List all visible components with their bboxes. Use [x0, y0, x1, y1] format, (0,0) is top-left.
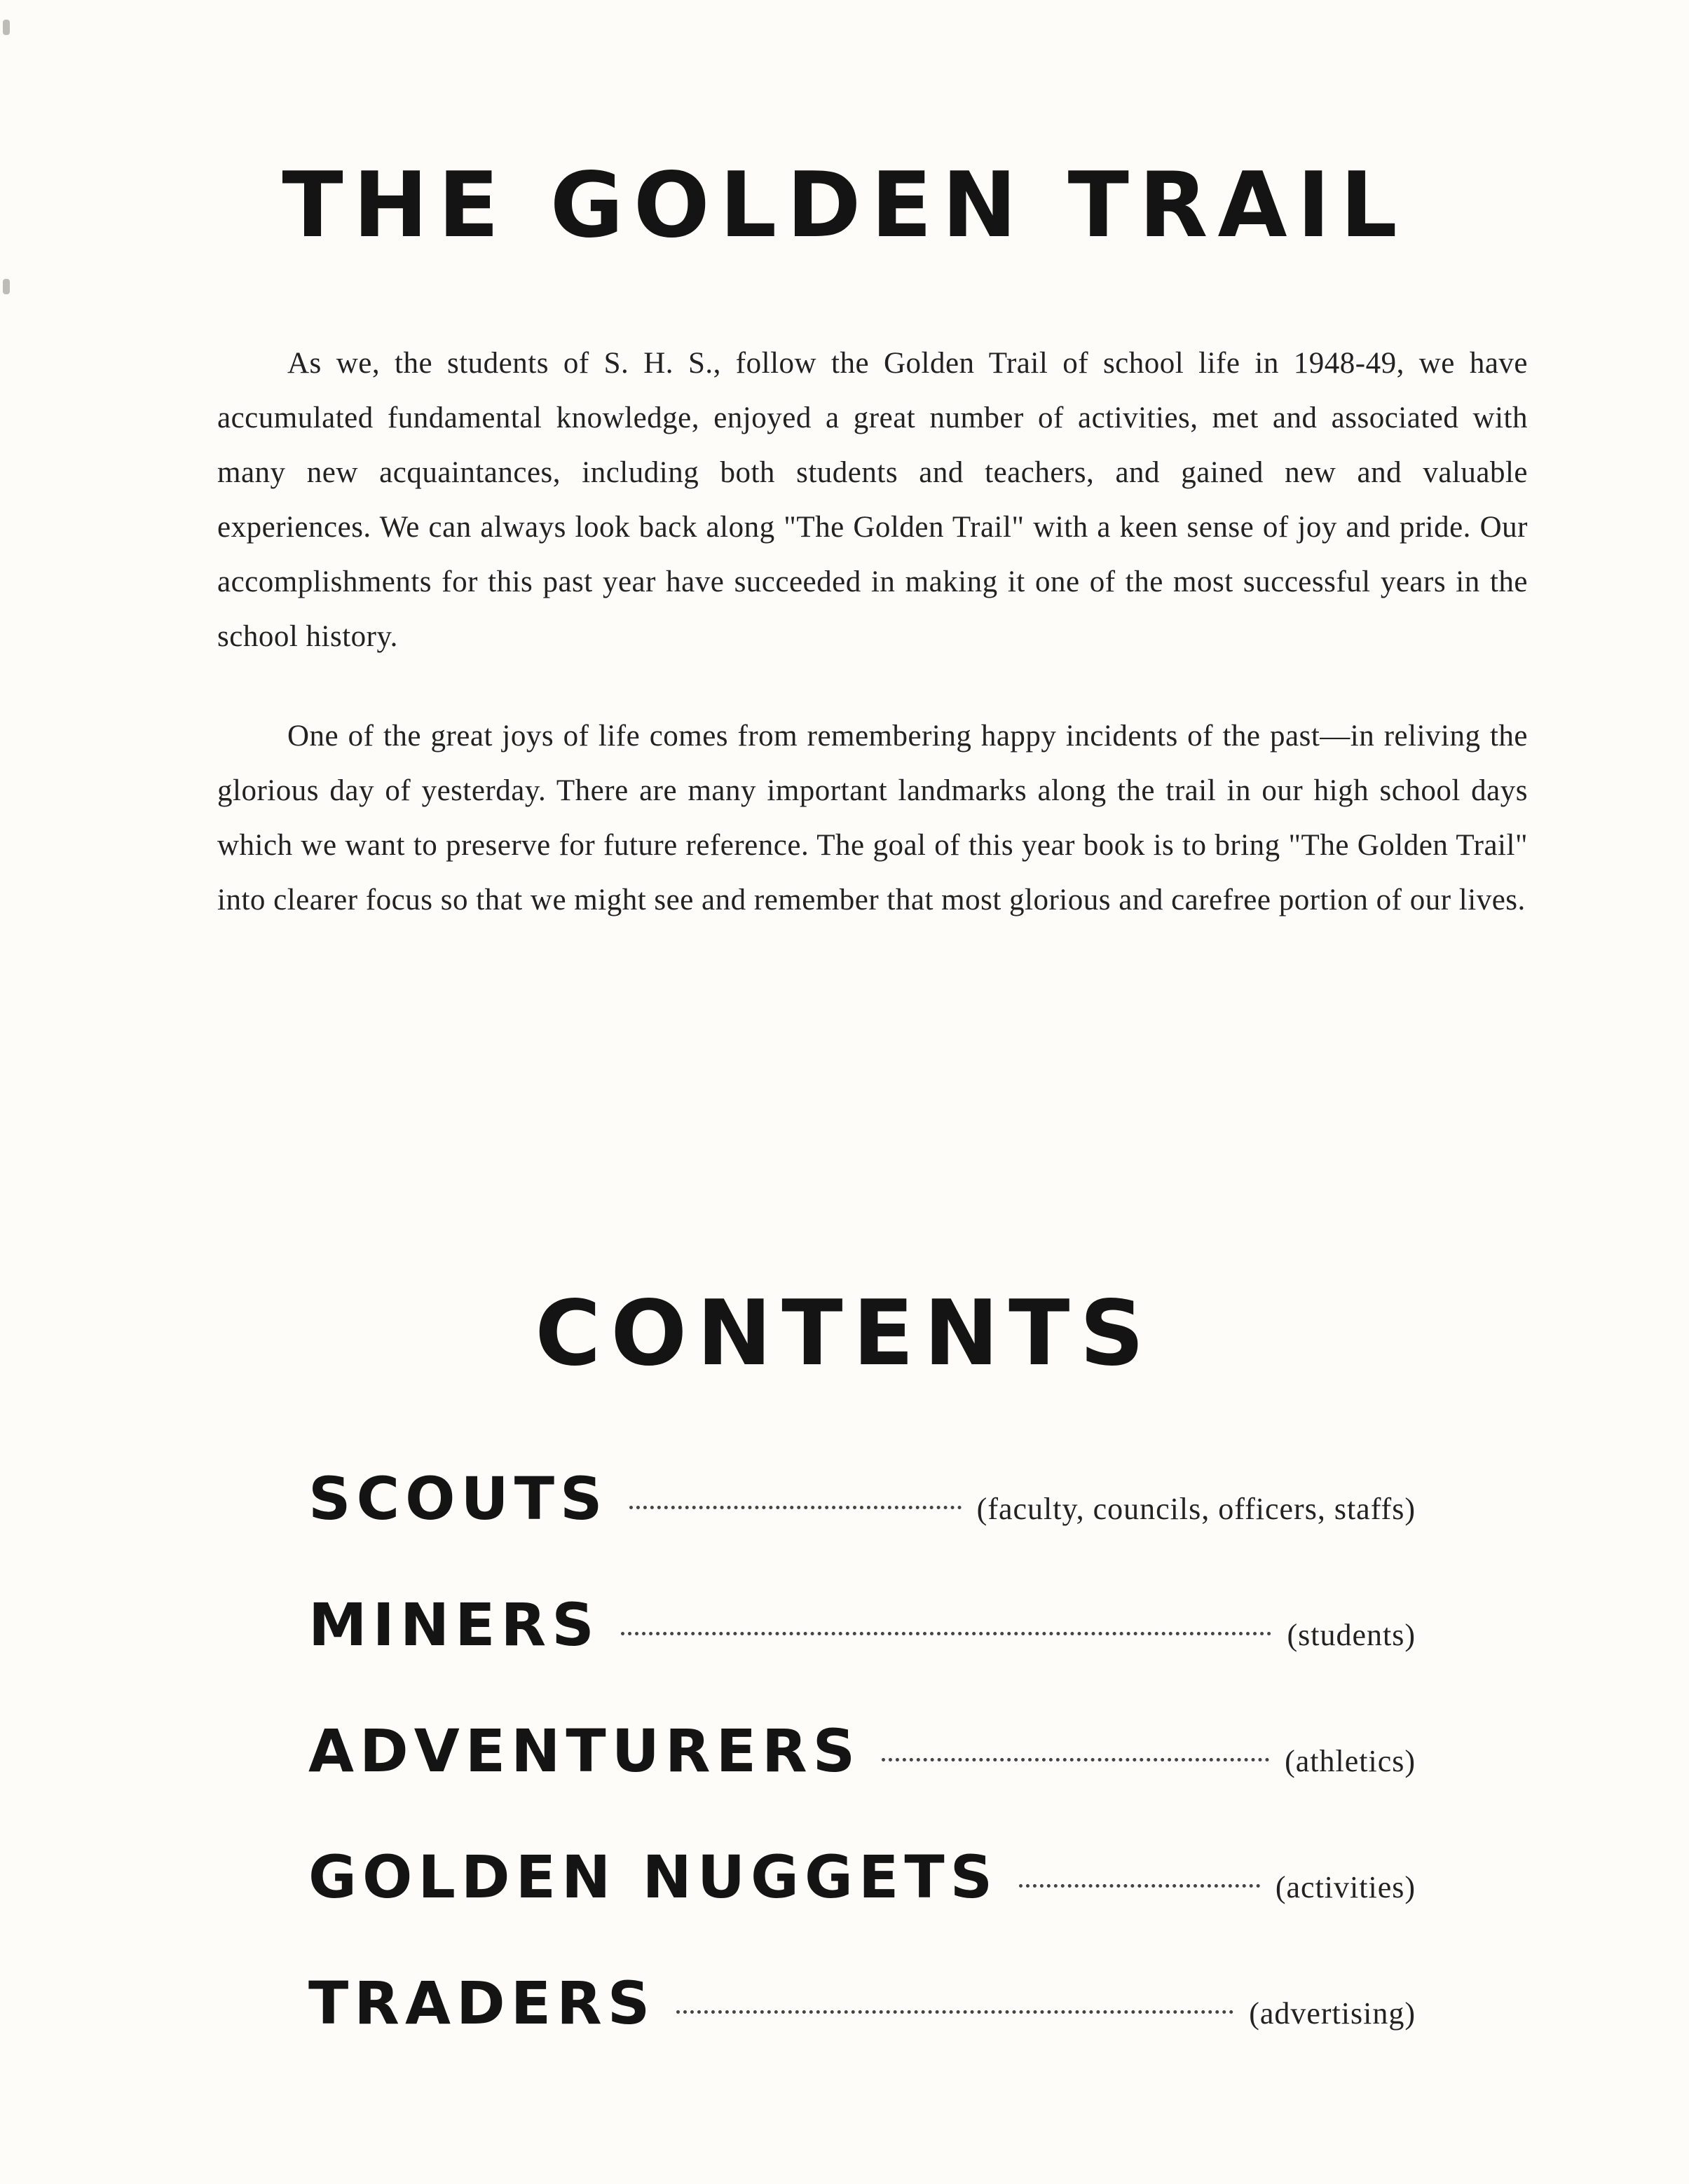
section-description: (students) [1287, 1618, 1416, 1652]
intro-text [217, 336, 1528, 973]
section-description: (activities) [1275, 1870, 1416, 1904]
section-name: MINERS [308, 1591, 600, 1659]
section-name: ADVENTURERS [308, 1717, 861, 1785]
contents-entry-adventurers [308, 1717, 1416, 1843]
intro-paragraph-2: One of the great joys of life comes from remembering happy incidents of the past—in reliving the glorious day of yesterday. There are many important landmarks along the trail in our high school days which we want to preserve for future reference. The goal of this year book is to bring "The Golden Trail" into clearer focus so that we might see and remember that most glorious and carefree portion of our lives. [217, 720, 1528, 916]
contents-list [308, 1464, 1416, 2095]
dot-leader [629, 1506, 962, 1509]
binding-mark [3, 20, 10, 35]
section-name: GOLDEN NUGGETS [308, 1843, 999, 1911]
intro-paragraph-1: As we, the students of S. H. S., follow the Golden Trail of school life in 1948-49, we have accumulated fundamental knowledge, enjoyed a great number of activities, met and associated with many new acquaintances, including both students and teachers, and gained new and valuable experiences. We can always look back along "The Golden Trail" with a keen sense of joy and pride. Our accomplishments for this past year have succeeded in making it one of the most successful years in the school history. [217, 347, 1528, 653]
dot-leader [676, 2010, 1233, 2014]
dot-leader [621, 1632, 1272, 1635]
dot-leader [882, 1758, 1269, 1761]
section-description: (faculty, councils, officers, staffs) [976, 1492, 1416, 1526]
contents-entry-traders [308, 1969, 1416, 2095]
section-description: (advertising) [1249, 1996, 1416, 2031]
contents-title: CONTENTS [535, 1282, 1154, 1386]
section-description: (athletics) [1285, 1744, 1416, 1778]
binding-mark [3, 279, 10, 294]
page-title: THE GOLDEN TRAIL [282, 153, 1407, 258]
section-name: TRADERS [308, 1969, 656, 2038]
contents-entry-golden-nuggets [308, 1843, 1416, 1969]
section-name: SCOUTS [308, 1464, 608, 1533]
contents-entry-miners [308, 1591, 1416, 1717]
contents-entry-scouts [308, 1464, 1416, 1591]
dot-leader [1019, 1884, 1260, 1888]
